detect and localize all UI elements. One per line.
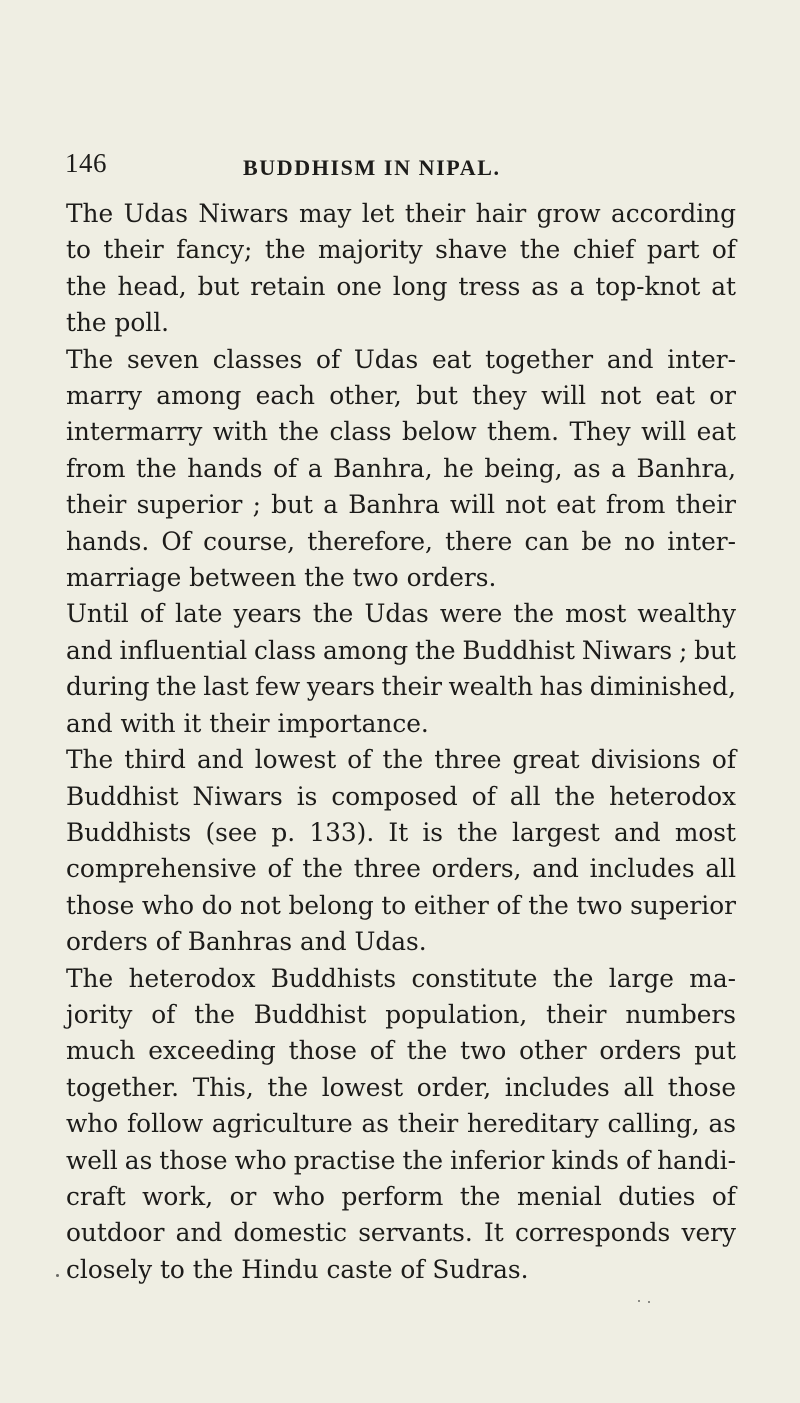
- text-line: jority of the Buddhist population, their numbers: [66, 999, 736, 1029]
- text-line: The heterodox Buddhists constitute the large ma-: [66, 963, 736, 993]
- body-text: [66, 196, 736, 1288]
- paragraph: [66, 596, 736, 742]
- text-line: who follow agriculture as their hereditary calling, as: [66, 1109, 736, 1139]
- page-header: [0, 148, 800, 188]
- text-line: hands. Of course, therefore, there can be no inter-: [66, 526, 736, 556]
- paragraph: [66, 196, 736, 342]
- text-line: craft work, or who perform the menial duties of: [66, 1181, 736, 1211]
- text-line: to their fancy; the majority shave the chief part of: [66, 235, 736, 265]
- text-line: orders of Banhras and Udas.: [66, 927, 427, 957]
- text-line: The seven classes of Udas eat together and inter-: [66, 344, 736, 374]
- text-line: those who do not belong to either of the two superior: [66, 890, 736, 920]
- text-line: The Udas Niwars may let their hair grow according: [66, 199, 736, 228]
- text-line: much exceeding those of the two other orders put: [66, 1036, 736, 1066]
- print-speck: [638, 1300, 640, 1302]
- text-line: well as those who practise the inferior kinds of handi-: [66, 1145, 736, 1175]
- text-line: their superior ; but a Banhra will not eat from their: [66, 490, 736, 520]
- text-line: and with it their importance.: [66, 708, 429, 738]
- text-line: the poll.: [66, 308, 170, 338]
- page-number: 146: [65, 148, 107, 178]
- text-line: comprehensive of the three orders, and includes all: [66, 854, 736, 884]
- text-line: closely to the Hindu caste of Sudras.: [66, 1254, 529, 1284]
- paragraph: [66, 342, 736, 597]
- text-line: Until of late years the Udas were the most wealthy: [66, 599, 736, 629]
- text-line: intermarry with the class below them. They will eat: [66, 417, 736, 447]
- text-line: marriage between the two orders.: [66, 563, 497, 593]
- paragraph: [66, 961, 736, 1289]
- running-title: BUDDHISM IN NIPAL.: [243, 155, 501, 180]
- text-line: from the hands of a Banhra, he being, as a Banhra,: [66, 453, 736, 483]
- text-line: together. This, the lowest order, includes all those: [66, 1072, 736, 1102]
- text-line: and influential class among the Buddhist Niwars ; but: [66, 635, 736, 665]
- print-speck: [56, 1274, 59, 1277]
- text-line: Buddhist Niwars is composed of all the heterodox: [66, 781, 736, 811]
- text-line: Buddhists (see p. 133). It is the largest and most: [66, 817, 736, 847]
- text-line: the head, but retain one long tress as a top-knot at: [66, 271, 736, 301]
- text-line: The third and lowest of the three great divisions of: [66, 745, 736, 775]
- print-speck: [648, 1301, 650, 1303]
- text-line: during the last few years their wealth has diminished,: [66, 672, 736, 702]
- text-line: outdoor and domestic servants. It corresponds very: [66, 1218, 736, 1248]
- text-line: marry among each other, but they will not eat or: [66, 381, 736, 411]
- paragraph: [66, 742, 736, 960]
